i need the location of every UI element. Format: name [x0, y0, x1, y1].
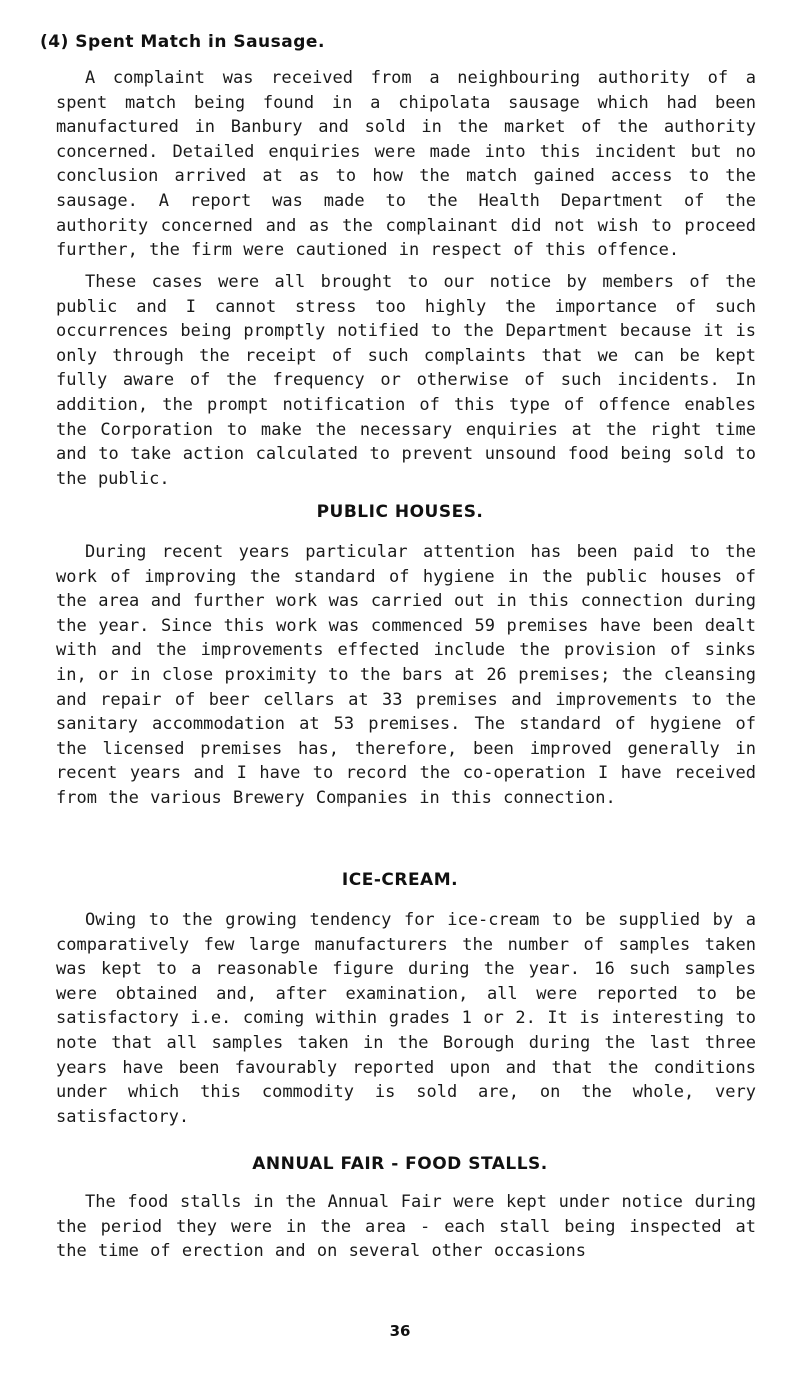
heading-public-houses: PUBLIC HOUSES. — [316, 502, 484, 522]
heading-ice-cream: ICE-CREAM. — [341, 870, 459, 890]
page-number: 36 — [389, 1322, 411, 1340]
paragraph-public-notification: These cases were all brought to our notice by members of the public and I cannot stress too highly the importance of such occurrences being promptly notified to the Department because it is only through the receipt of such complaints that we can be kept fully aware of the frequency or otherwise of such incidents. In addition, the prompt notification of this type of offence enables the Corporation to make the necessary enquiries at the right time and to take action calculated to prevent unsound food being sold to the public. — [56, 272, 756, 489]
paragraph-public-houses: During recent years particular attention has been paid to the work of improving the standard of hygiene in the public houses of the area and further work was carried out in this connection during the year. Since this work was commenced 59 premises have been dealt with and the improvements effected include the provision of sinks in, or in close proximity to the bars at 26 premises; the cleansing and repair of beer cellars at 33 premises and improvements to the sanitary accommodation at 53 premises. The standard of hygiene of the licensed premises has, therefore, been improved generally in recent years and I have to record the co-operation I have received from the various Brewery Companies in this connection. — [56, 542, 756, 808]
paragraph-ice-cream: Owing to the growing tendency for ice-cream to be supplied by a comparatively few large manufacturers the number of samples taken was kept to a reasonable figure during the year. 16 such samples were obtained and, after examination, all were reported to be satisfactory i.e. coming within grades 1 or 2. It is interesting to note that all samples taken in the Borough during the last three years have been favourably reported upon and that the conditions under which this commodity is sold are, on the whole, very satisfactory. — [56, 910, 756, 1127]
heading-annual-fair: ANNUAL FAIR - FOOD STALLS. — [252, 1154, 548, 1174]
paragraph-annual-fair: The food stalls in the Annual Fair were kept under notice during the period they were in the area - each stall being inspected at the time of erection and on several other occasions — [56, 1192, 756, 1262]
paragraph-spent-match-complaint: A complaint was received from a neighbouring authority of a spent match being found in a chipolata sausage which had been manufactured in Banbury and sold in the market of the authority concerned. Detailed enquiries were made into this incident but no conclusion arrived at as to how the match gained access to the sausage. A report was made to the Health Department of the authority concerned and as the complainant did not wish to proceed further, the firm were cautioned in respect of this offence. — [56, 68, 756, 261]
heading-spent-match: (4) Spent Match in Sausage. — [40, 32, 325, 52]
